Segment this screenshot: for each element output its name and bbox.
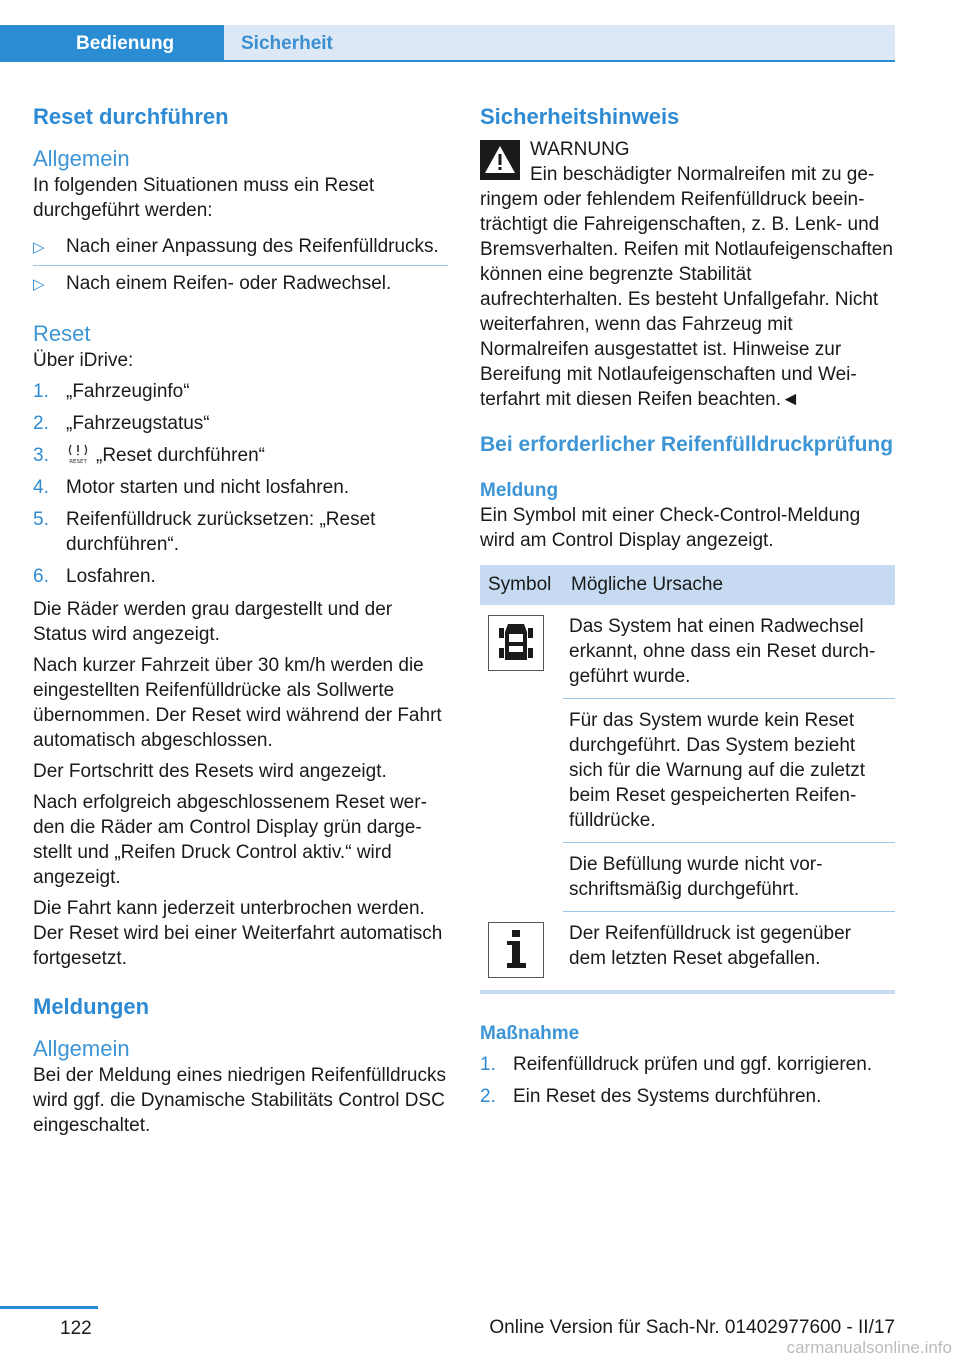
messages-text: Bei der Meldung eines niedrigen Reifenfülldrucks wird ggf. die Dynamische Stabilitäts Control DSC eingeschaltet. <box>33 1065 446 1136</box>
general-intro: In folgenden Situationen muss ein Reset durchgeführt werden: <box>33 175 375 221</box>
footer-divider <box>0 1306 98 1309</box>
table-bottom-rule <box>480 990 895 994</box>
tab-bedienung[interactable]: Bedienung <box>0 25 224 62</box>
table-row <box>480 605 895 699</box>
car-tire-warning-icon <box>488 615 544 671</box>
subheading-general: Allgemein <box>33 146 130 171</box>
section-title-reset: Reset durchführen <box>33 104 229 129</box>
left-column <box>33 100 448 1144</box>
table-row <box>480 912 895 986</box>
reset-paragraph: Die Räder werden grau dargestellt und der Status wird angezeigt. <box>33 599 393 645</box>
section-title-messages: Meldungen <box>33 994 150 1019</box>
cause-cell: Das System hat einen Radwechsel erkannt, ohne dass ein Reset durchgeführt wurde. <box>563 605 895 699</box>
cause-cell: Für das System wurde kein Reset durchgeführt. Das System bezieht sich für die Warnung auf die zuletzt beim Reset gespeicherten Reifenfülldrücke. <box>563 699 895 843</box>
safety-title: Sicherheitshinweis <box>480 104 680 129</box>
reset-paragraph: Die Fahrt kann jederzeit unterbrochen werden. Der Reset wird bei einer Weiterfahrt automatisch fortgesetzt. <box>33 898 443 969</box>
page-header <box>0 0 895 62</box>
list-item: ▷ Nach einer Anpassung des Reifenfülldrucks. <box>33 229 448 266</box>
table-header-cause: Mögliche Ursache <box>563 565 895 605</box>
reset-paragraph: Nach kurzer Fahrzeit über 30 km/h werden die eingestellten Reifenfülldrücke als Sollwerte übernommen. Der Reset wird während der Fahrt automatisch abgeschlossen. <box>33 655 442 751</box>
triangle-bullet-icon: ▷ <box>33 276 45 293</box>
table-header-symbol: Symbol <box>480 565 563 605</box>
online-version-label: Online Version für Sach-Nr. 01402977600 - II/17 <box>489 1317 895 1338</box>
tire-reset-icon <box>66 443 90 465</box>
list-item: 6. Losfahren. <box>33 566 156 587</box>
reset-paragraph: Der Fortschritt des Resets wird angezeigt. <box>33 761 387 782</box>
svg-text:RESET: RESET <box>69 459 87 465</box>
list-item: 1. Reifenfülldruck prüfen und ggf. korrigieren. <box>480 1053 873 1075</box>
cause-cell: Der Reifenfülldruck ist gegenüber dem letzten Reset abgefallen. <box>569 923 851 969</box>
symbol-cell <box>480 605 563 912</box>
list-item: 4. Motor starten und nicht losfahren. <box>33 477 350 498</box>
reset-steps <box>33 379 448 589</box>
message-heading: Meldung <box>480 480 559 501</box>
measure-steps <box>480 1052 895 1109</box>
watermark: carmanualsonline.info <box>786 1338 952 1357</box>
reset-intro: Über iDrive: <box>33 350 134 371</box>
subheading-reset: Reset <box>33 321 91 346</box>
list-item: 5. Reifenfülldruck zurücksetzen: „Reset durchführen“. <box>33 509 376 555</box>
triangle-bullet-icon: ▷ <box>33 239 45 256</box>
warning-triangle-icon <box>480 140 520 180</box>
message-text: Ein Symbol mit einer Check-Control-Meldung wird am Control Display angezeigt. <box>480 505 861 551</box>
info-icon <box>488 922 544 978</box>
page-number: 122 <box>60 1318 92 1339</box>
symbol-table <box>480 565 895 986</box>
situation-list <box>33 229 448 302</box>
right-column <box>480 100 895 1117</box>
header-divider <box>0 60 895 62</box>
symbol-cell <box>480 912 563 986</box>
warning-text: Ein beschädigter Normalreifen mit zu geringem oder fehlendem Reifenfülldruck beeinträchtigt die Fahreigenschaften, z. B. Lenk- und Bremsverhalten. Reifen mit Notlaufeigenschaften können eine begrenzte Stabilität aufrechterhalten. Es besteht Unfallgefahr. Nicht weiterfahren, wenn das Fahrzeug mit Normalreifen ausgestattet ist. Hinweise zur Bereifung mit Notlaufeigenschaften und Weiterfahrt mit diesen Reifen beachten.◄ <box>480 164 893 410</box>
list-item: ▷ Nach einem Reifen- oder Radwechsel. <box>33 266 448 302</box>
list-item: 2. Ein Reset des Systems durchführen. <box>480 1085 822 1107</box>
reset-paragraph: Nach erfolgreich abgeschlossenem Reset werden die Räder am Control Display grün dargestellt und „Reifen Druck Control aktiv.“ wird angezeigt. <box>33 792 427 888</box>
tab-sicherheit[interactable]: Sicherheit <box>224 25 895 62</box>
list-item: 1. „Fahrzeuginfo“ <box>33 381 190 402</box>
list-item: 2. „Fahrzeugstatus“ <box>33 413 210 434</box>
subheading-messages-general: Allgemein <box>33 1036 130 1061</box>
check-title: Bei erforderlicher Reifenfülldruckprüfung <box>480 433 894 456</box>
list-item: 3. RESET „Reset durchführen“ <box>33 445 265 466</box>
cause-cell: Die Befüllung wurde nicht vorschriftsmäßig durchgeführt. <box>563 843 895 912</box>
warning-block <box>480 137 895 412</box>
warning-label: WARNUNG <box>530 139 630 160</box>
measure-heading: Maßnahme <box>480 1022 580 1044</box>
